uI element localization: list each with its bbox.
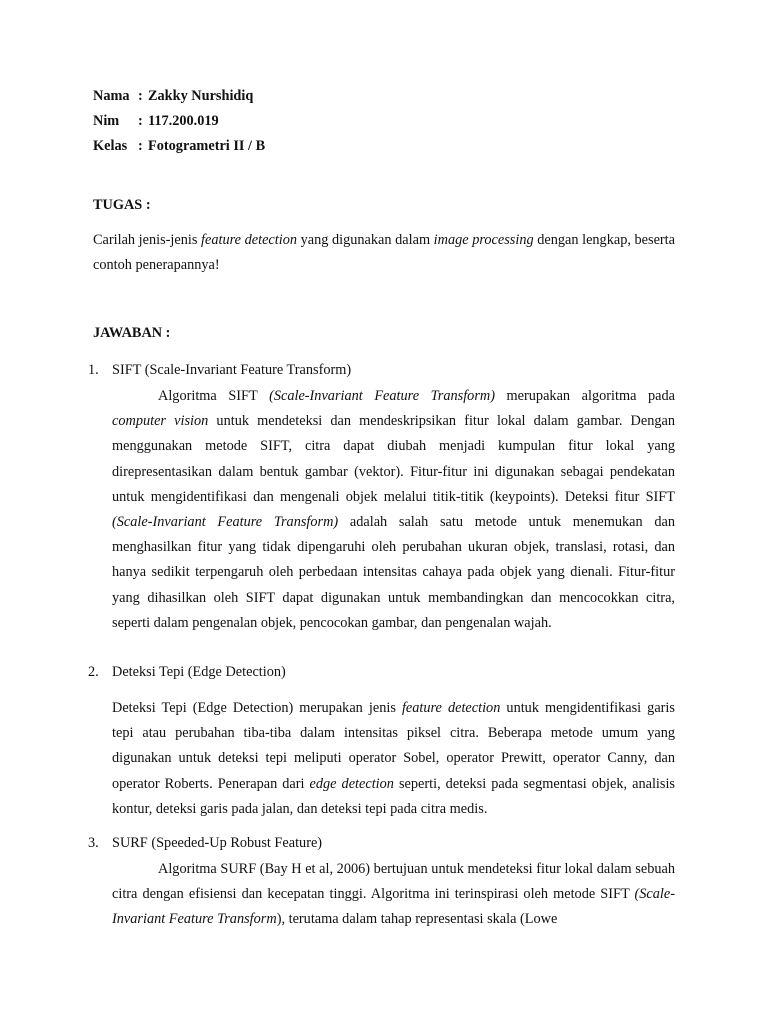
header-nim — [93, 111, 219, 131]
tugas-heading: TUGAS : — [93, 197, 151, 213]
item-3-number: 3. — [88, 835, 99, 851]
nama-separator: : — [138, 88, 143, 104]
kelas-value: Fotogrametri II / B — [148, 138, 266, 154]
nama-value: Zakky Nurshidiq — [148, 88, 254, 104]
item-1-paragraph: Algoritma SIFT (Scale-Invariant Feature Transform) merupakan algoritma pada computer vision untuk mendeteksi dan mendeskripsikan fitur lokal dalam gambar. Dengan menggunakan metode SIFT, citra dapat diubah menjadi kumpulan fitur lokal yang direpresentasikan dalam bentuk gambar (vektor). Fitur-fitur ini digunakan sebagai pendekatan untuk mengidentifikasi dan mengenali objek melalui titik-titik (keypoints). Deteksi fitur SIFT (Scale-Invariant Feature Transform) adalah salah satu metode untuk menemukan dan menghasilkan fitur yang tidak dipengaruhi oleh perubahan ukuran objek, translasi, rotasi, dan hanya sedikit terpengaruh oleh perbedaan intensitas cahaya pada objek yang dienali. Fitur-fitur yang dihasilkan oleh SIFT dapat digunakan untuk membandingkan dan mencocokkan citra, seperti dalam pengenalan objek, pencocokan gambar, dan pengenalan wajah. — [112, 388, 675, 631]
item-1-title: SIFT (Scale-Invariant Feature Transform) — [112, 362, 352, 378]
nama-label: Nama — [93, 88, 130, 104]
item-2-paragraph: Deteksi Tepi (Edge Detection) merupakan jenis feature detection untuk mengidentifikasi garis tepi atau perubahan tiba-tiba dalam intensitas piksel citra. Beberapa metode umum yang digunakan untuk deteksi tepi meliputi operator Sobel, operator Prewitt, operator Canny, dan operator Roberts. Penerapan dari edge detection seperti, deteksi pada segmentasi objek, analisis kontur, deteksi garis pada jalan, dan deteksi tepi pada citra medis. — [112, 700, 675, 817]
item-3-title: SURF (Speeded-Up Robust Feature) — [112, 835, 323, 851]
header-kelas — [93, 136, 265, 156]
assignment-text: Carilah jenis-jenis feature detection yang digunakan dalam image processing dengan lengkap, beserta contoh penerapannya! — [93, 232, 676, 273]
item-2-number: 2. — [88, 664, 99, 680]
kelas-label: Kelas — [93, 138, 128, 154]
item-3-paragraph: Algoritma SURF (Bay H et al, 2006) bertujuan untuk mendeteksi fitur lokal dalam sebuah citra dengan efisiensi dan kecepatan tinggi. Algoritma ini terinspirasi oleh metode SIFT (Scale-Invariant Feature Transform), terutama dalam tahap representasi skala (Lowe — [112, 861, 675, 928]
jawaban-heading: JAWABAN : — [93, 325, 171, 341]
item-1-number: 1. — [88, 362, 99, 378]
nim-separator: : — [138, 113, 143, 129]
item-2-title: Deteksi Tepi (Edge Detection) — [112, 664, 286, 680]
header-nama — [93, 86, 253, 106]
kelas-separator: : — [138, 138, 143, 154]
nim-value: 117.200.019 — [148, 113, 219, 129]
nim-label: Nim — [93, 113, 120, 129]
